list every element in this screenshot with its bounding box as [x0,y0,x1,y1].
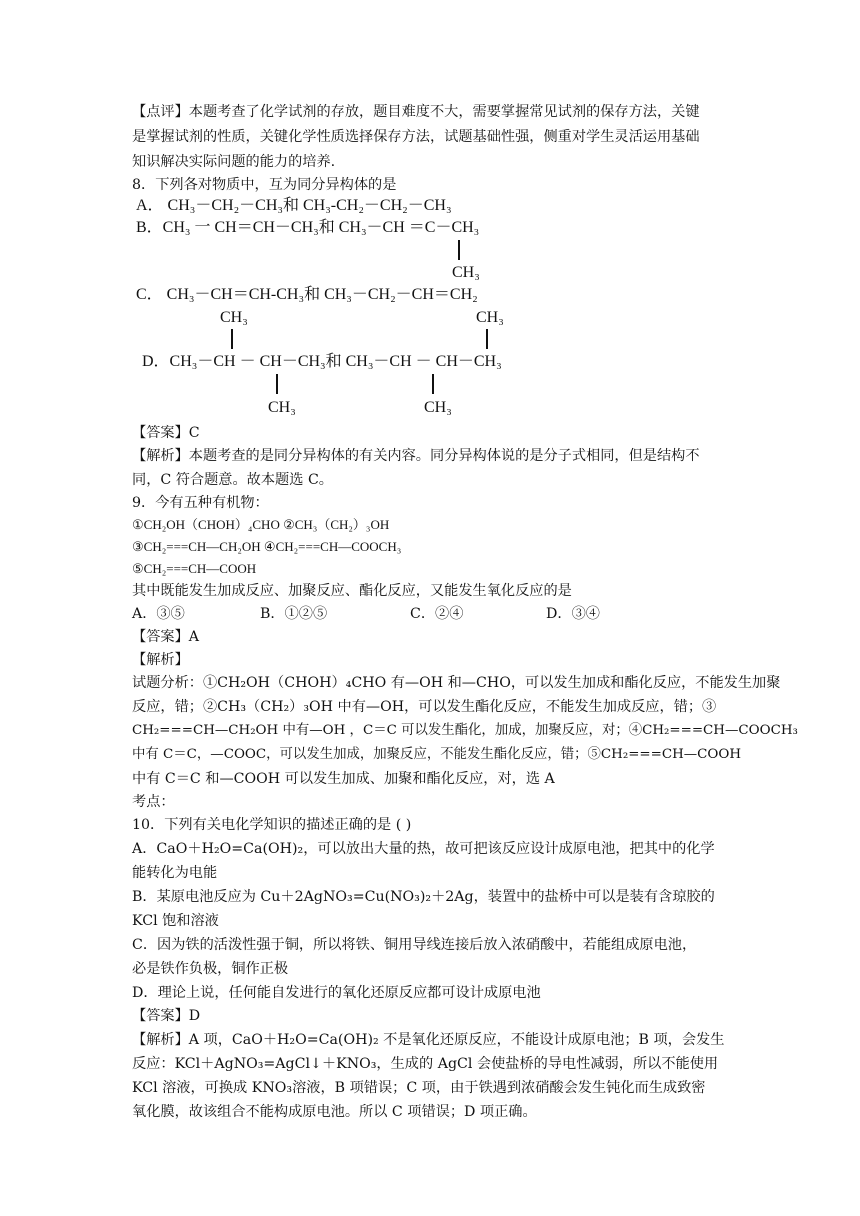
q9-analysis-heading: 【解析】 [132,652,189,668]
q8-d-top-branch-2: CH₃ [476,309,504,326]
q9-options [132,604,600,624]
q9-analysis-line-3: CH₂===CH—CH₂OH 中有—OH ，C＝C 可以发生酯化，加成，加聚反应，对；④CH₂===CH—COOCH₃ [132,723,798,738]
q9-items-line-1: ①CH₂OH（CHOH）₄CHO ②CH₃（CH₂）₃OH [132,517,390,532]
review-line-1: 【点评】本题考查了化学试剂的存放，题目难度不大，需要掌握常见试剂的保存方法，关键 [132,104,700,120]
q8-d-bottom-branch-1: CH₃ [268,399,296,416]
q10-explanation-line-3: KCl 溶液，可换成 KNO₃溶液，B 项错误；C 项，由于铁遇到浓硝酸会发生钝化而生成致密 [132,1080,706,1096]
q8-option-a: A． CH₃－CH₂－CH₃和 CH₃-CH₂－CH₂－CH₃ [136,197,452,214]
q9-stem: 9．今有五种有机物： [132,495,269,511]
review-line-2: 是掌握试剂的性质，关键化学性质选择保存方法，试题基础性强，侧重对学生灵活运用基础 [132,129,700,145]
q8-d-bottom-branch-2: CH₃ [424,399,452,416]
q8-analysis-line-2: 同，C 符合题意。故本题选 C。 [132,472,333,488]
q10-option-b-line-1: B．某原电池反应为 Cu＋2AgNO₃=Cu(NO₃)₂＋2Ag，装置中的盐桥中可以是装有含琼胶的 [132,889,715,905]
q9-kaodian: 考点： [132,794,175,810]
q9-question: 其中既能发生加成反应、加聚反应、酯化反应，又能发生氧化反应的是 [132,583,572,599]
q9-answer: 【答案】A [132,629,199,645]
q8-option-c: C． CH₃－CH＝CH-CH₃和 CH₃－CH₂－CH＝CH₂ [136,286,478,303]
q8-stem: 8．下列各对物质中，互为同分异构体的是 [132,177,397,193]
q9-option-b: B．①②⑤ [260,606,328,622]
q9-analysis-line-5: 中有 C＝C 和—COOH 可以发生加成、加聚和酯化反应，对，选 A [132,771,555,787]
q10-option-a-line-2: 能转化为电能 [132,865,218,881]
q10-stem: 10．下列有关电化学知识的描述正确的是 ( ) [132,817,412,833]
q8-option-b: B．CH₃ 一 CH＝CH－CH₃和 CH₃－CH ＝C－CH₃ [136,219,480,236]
q10-explanation-line-2: 反应：KCl＋AgNO₃=AgCl↓＋KNO₃，生成的 AgCl 会使盐桥的导电性减弱，所以不能使用 [132,1056,719,1072]
q10-option-c-line-1: C．因为铁的活泼性强于铜，所以将铁、铜用导线连接后放入浓硝酸中，若能组成原电池， [132,937,697,953]
q10-option-b-line-2: KCl 饱和溶液 [132,913,219,929]
q8-option-d: D．CH₃－CH － CH－CH₃和 CH₃－CH － CH－CH₃ [142,353,502,370]
review-line-3: 知识解决实际问题的能力的培养. [132,154,336,170]
q9-option-c: C．②④ [410,606,464,622]
q8-analysis-line-1: 【解析】本题考查的是同分异构体的有关内容。同分异构体说的是分子式相同，但是结构不 [132,448,700,464]
q8-answer: 【答案】C [132,425,200,441]
q8-d-top-branch-1: CH₃ [220,309,248,326]
q10-answer: 【答案】D [132,1008,201,1024]
q9-items-line-3: ⑤CH₂===CH—COOH [132,561,257,576]
q8-d-top-bond-2 [486,329,488,349]
q10-option-c-line-2: 必是铁作负极，铜作正极 [132,961,289,977]
q9-analysis-line-2: 反应，错；②CH₃（CH₂）₃OH 中有—OH，可以发生酯化反应，不能发生加成反应，错；③ [132,699,717,715]
q10-option-d: D．理论上说，任何能自发进行的氧化还原反应都可设计成原电池 [132,985,541,1001]
q8-d-bottom-bond-2 [432,374,434,394]
q9-items-line-2: ③CH₂===CH—CH₂OH ④CH₂===CH—COOCH₃ [132,539,402,554]
q8-d-top-bond-1 [231,329,233,349]
q10-explanation-line-4: 氧化膜，故该组合不能构成原电池。所以 C 项错误；D 项正确。 [132,1104,537,1120]
q9-option-d: D．③④ [546,606,600,622]
q8-b-branch-bond [458,240,460,260]
q8-d-bottom-bond-1 [276,374,278,394]
q9-option-a: A．③⑤ [132,606,185,622]
q9-analysis-line-1: 试题分析：①CH₂OH（CHOH）₄CHO 有—OH 和—CHO，可以发生加成和酯化反应，不能发生加聚 [132,675,781,691]
q8-b-branch: CH₃ [452,264,480,281]
q10-option-a-line-1: A．CaO＋H₂O=Ca(OH)₂，可以放出大量的热，故可把该反应设计成原电池，把其中的化学 [132,841,715,857]
q9-analysis-line-4: 中有 C＝C，—COOC，可以发生加成，加聚反应，不能发生酯化反应，错；⑤CH₂===CH—COOH [132,747,742,762]
q10-explanation-line-1: 【解析】A 项，CaO＋H₂O=Ca(OH)₂ 不是氧化还原反应，不能设计成原电池；B 项，会发生 [132,1032,725,1048]
